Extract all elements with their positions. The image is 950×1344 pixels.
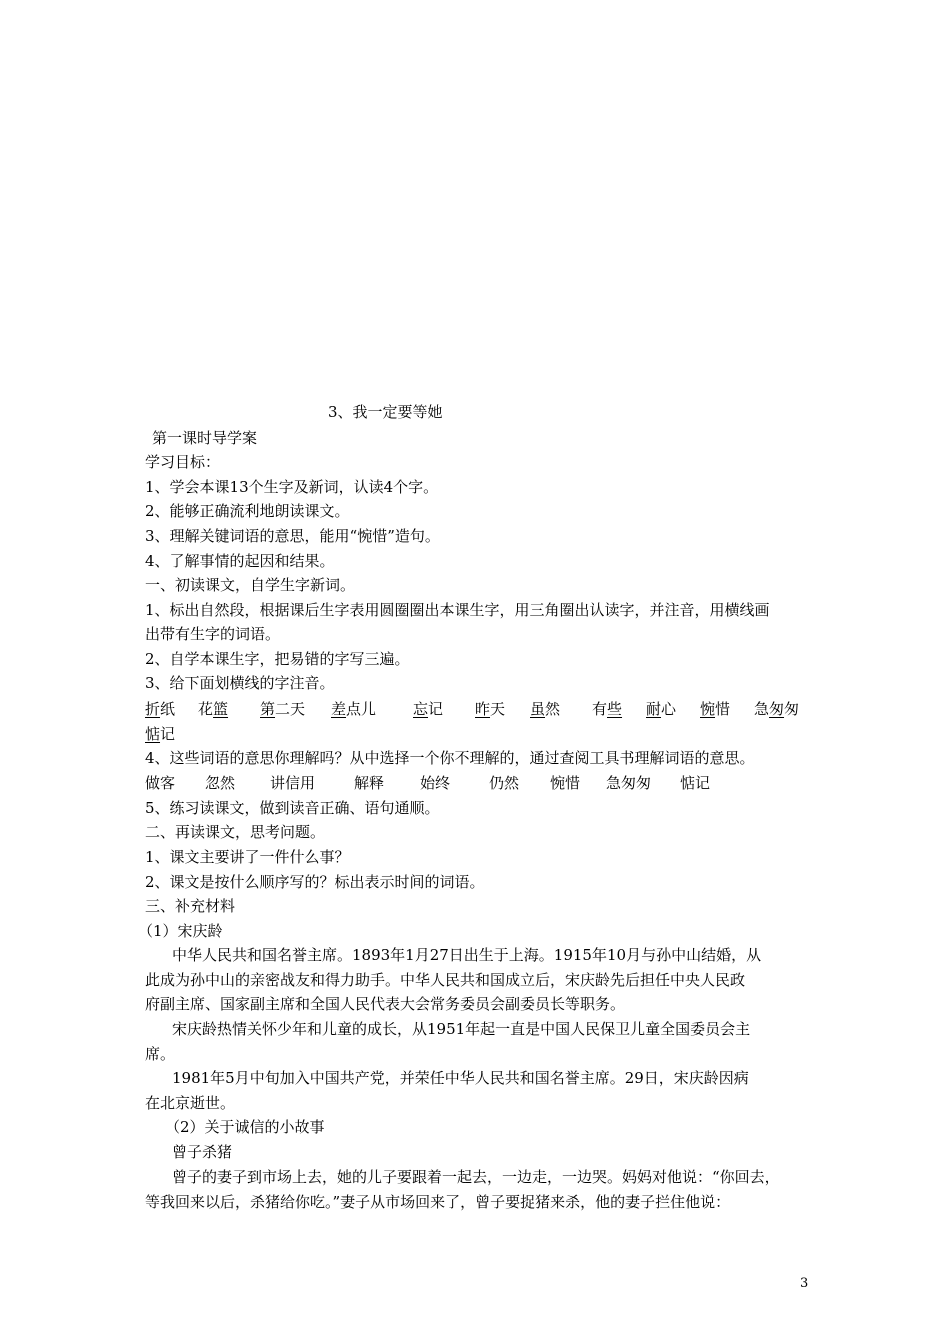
objective-item: 4、了解事情的起因和结果。 [145, 552, 335, 570]
vocab-word: 惋惜 [550, 774, 581, 792]
phonetic-word-last: 惦记 [145, 725, 176, 743]
phonetic-word: 虽然 [530, 700, 561, 718]
vocab-word: 忽然 [205, 774, 236, 792]
vocab-word: 惦记 [680, 774, 711, 792]
vocab-word: 急匆匆 [606, 774, 652, 792]
page-title: 3、我一定要等她 [328, 403, 443, 421]
phonetic-word: 耐心 [646, 700, 677, 718]
vocab-list [145, 773, 745, 793]
page-number: 3 [800, 1276, 809, 1291]
material-1-paragraph-2: 宋庆龄热情关怀少年和儿童的成长，从1951年起一直是中国人民保卫儿童全国委员会主 [172, 1020, 751, 1038]
phonetic-word: 忘记 [413, 700, 444, 718]
section1-item5: 5、练习读课文，做到读音正确、语句通顺。 [145, 799, 440, 817]
vocab-word: 仍然 [489, 774, 520, 792]
section1-item3: 3、给下面划横线的字注音。 [145, 674, 335, 692]
story-title: 曾子杀猪 [172, 1143, 233, 1161]
story-text: 曾子的妻子到市场上去，她的儿子要跟着一起去，一边走，一边哭。妈妈对他说：“你回去， [172, 1168, 780, 1186]
subtitle: 第一课时导学案 [152, 429, 258, 447]
section3-heading: 三、补充材料 [145, 897, 236, 915]
phonetic-word: 昨天 [475, 700, 506, 718]
material-1-title: （1）宋庆龄 [138, 922, 223, 940]
material-1-paragraph: 府副主席、国家副主席和全国人民代表大会常务委员会副委员长等职务。 [145, 995, 626, 1013]
phonetic-word: 惋惜 [700, 700, 731, 718]
objective-item: 3、理解关键词语的意思，能用“惋惜”造句。 [145, 527, 440, 545]
vocab-word: 始终 [420, 774, 451, 792]
objectives-heading: 学习目标： [145, 453, 221, 471]
objective-item: 1、学会本课13个生字及新词，认读4个字。 [145, 478, 439, 496]
phonetic-word: 差点儿 [331, 700, 377, 718]
material-2-title: （2）关于诚信的小故事 [165, 1118, 325, 1136]
material-1-paragraph: 中华人民共和国名誉主席。1893年1月27日出生于上海。1915年10月与孙中山结婚，从 [172, 946, 762, 964]
vocab-word: 做客 [145, 774, 176, 792]
section2-q2: 2、课文是按什么顺序写的？标出表示时间的词语。 [145, 873, 485, 891]
material-1-paragraph-2: 席。 [145, 1045, 176, 1063]
story-text: 等我回来以后，杀猪给你吃。”妻子从市场回来了，曾子要捉猪来杀，他的妻子拦住他说： [145, 1193, 731, 1211]
section1-item2: 2、自学本课生字，把易错的字写三遍。 [145, 650, 410, 668]
material-1-paragraph: 此成为孙中山的亲密战友和得力助手。中华人民共和国成立后，宋庆龄先后担任中央人民政 [145, 971, 746, 989]
vocab-word: 讲信用 [270, 774, 316, 792]
vocab-word: 解释 [354, 774, 385, 792]
section1-item1-line2: 出带有生字的词语。 [145, 625, 281, 643]
section1-item4: 4、这些词语的意思你理解吗？从中选择一个你不理解的，通过查阅工具书理解词语的意思。 [145, 749, 755, 767]
phonetic-word-list [145, 699, 825, 719]
material-1-paragraph-3: 在北京逝世。 [145, 1094, 236, 1112]
phonetic-word: 花篮 [198, 700, 229, 718]
phonetic-word: 第二天 [260, 700, 306, 718]
material-1-paragraph-3: 1981年5月中旬加入中国共产党，并荣任中华人民共和国名誉主席。29日，宋庆龄因病 [172, 1069, 749, 1087]
phonetic-word: 折纸 [145, 700, 176, 718]
section1-item1-line1: 1、标出自然段，根据课后生字表用圆圈圈出本课生字，用三角圈出认读字，并注音，用横线画 [145, 601, 770, 619]
phonetic-word: 有些 [592, 700, 623, 718]
section2-heading: 二、再读课文，思考问题。 [145, 823, 326, 841]
section2-q1: 1、课文主要讲了一件什么事？ [145, 848, 350, 866]
objective-item: 2、能够正确流利地朗读课文。 [145, 502, 350, 520]
phonetic-word: 急匆匆 [754, 700, 800, 718]
section1-heading: 一、初读课文，自学生字新词。 [145, 576, 356, 594]
